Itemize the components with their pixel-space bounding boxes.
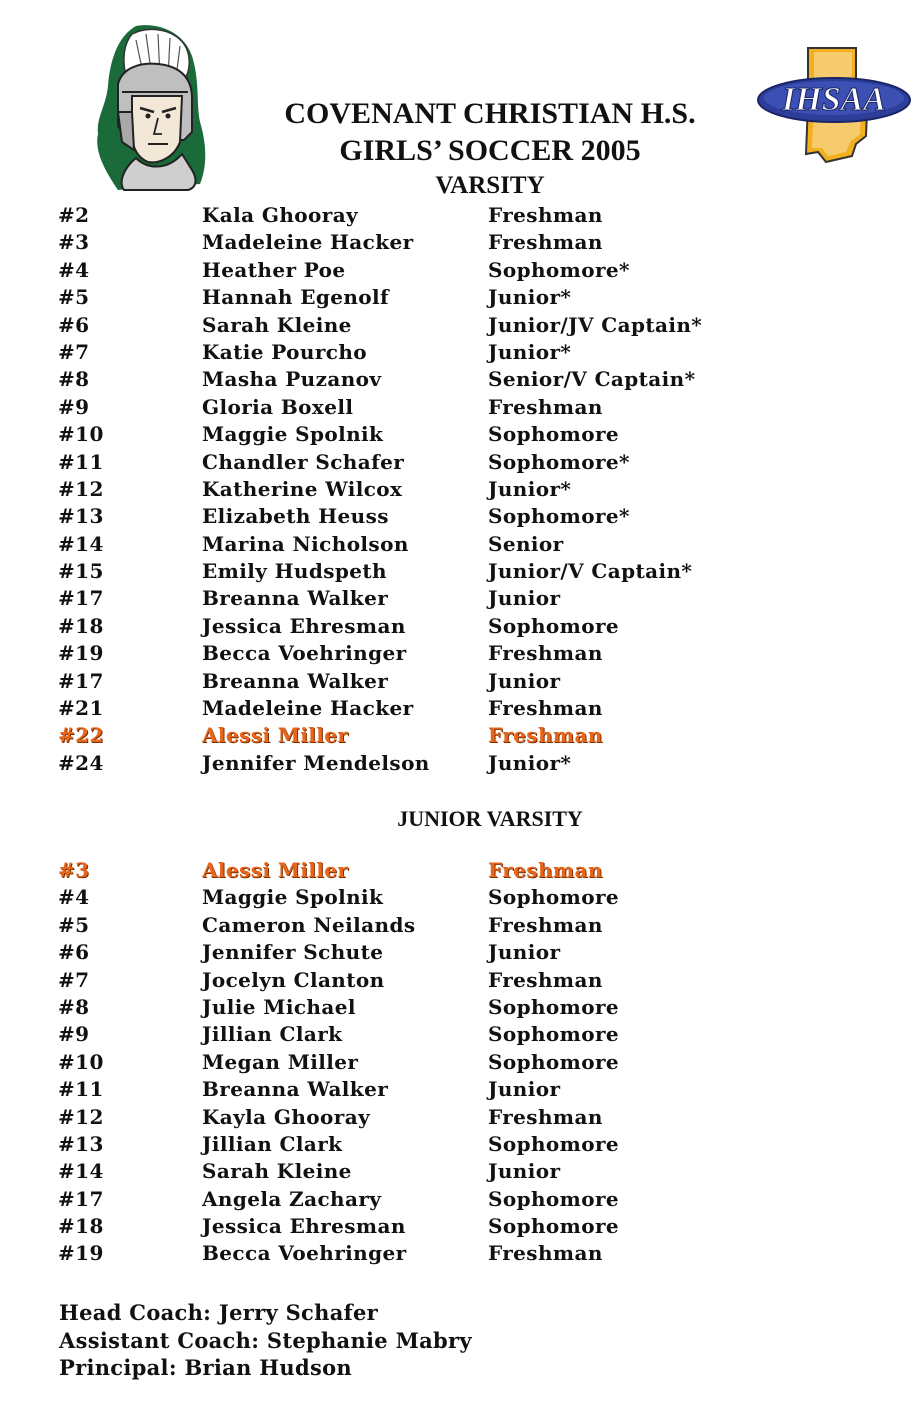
player-number: #12 (58, 1104, 104, 1129)
player-name: Gloria Boxell (202, 394, 354, 419)
player-number: #6 (58, 312, 90, 337)
player-name: Maggie Spolnik (202, 885, 384, 910)
player-name: Becca Voehringer (202, 1241, 407, 1266)
player-name: Angela Zachary (202, 1186, 382, 1211)
player-year: Freshman (488, 967, 603, 992)
player-name: Maggie Spolnik (202, 422, 384, 447)
player-number: #7 (58, 967, 90, 992)
player-name: Sarah Kleine (202, 1159, 352, 1184)
player-year: Junior (488, 586, 561, 611)
player-year: Freshman (488, 1241, 603, 1266)
player-number: #18 (58, 1214, 104, 1239)
player-year: Sophomore (488, 994, 620, 1019)
head-coach: Head Coach: Jerry Schafer (59, 1300, 378, 1325)
player-year: Junior* (488, 285, 572, 310)
roster-row (0, 1158, 921, 1185)
player-number: #6 (58, 940, 90, 965)
roster-row (0, 503, 921, 530)
player-number: #17 (58, 1186, 104, 1211)
player-year: Sophomore (488, 613, 620, 638)
player-name: Madeleine Hacker (202, 696, 414, 721)
player-number: #11 (58, 449, 104, 474)
player-year: Sophomore (488, 1131, 620, 1156)
player-year: Freshman (488, 858, 603, 882)
roster-row (0, 339, 921, 366)
player-year: Freshman (488, 394, 603, 419)
player-number: #19 (58, 641, 104, 666)
player-number: #12 (58, 476, 104, 501)
varsity-heading: VARSITY (435, 172, 545, 199)
roster-row (0, 722, 921, 749)
player-name: Breanna Walker (202, 1077, 389, 1102)
principal: Principal: Brian Hudson (59, 1355, 352, 1380)
player-year: Freshman (488, 1104, 603, 1129)
trojan-mascot-logo (88, 22, 216, 194)
school-title: COVENANT CHRISTIAN H.S. (284, 97, 696, 130)
player-year: Freshman (488, 696, 603, 721)
junior-varsity-roster (0, 857, 921, 1268)
roster-row (0, 939, 921, 966)
player-name: Jessica Ehresman (202, 1214, 406, 1239)
player-name: Emily Hudspeth (202, 559, 387, 584)
player-number: #15 (58, 559, 104, 584)
roster-row (0, 1104, 921, 1131)
svg-text:IHSAA: IHSAA (782, 81, 886, 118)
roster-row (0, 613, 921, 640)
player-number: #19 (58, 1241, 104, 1266)
player-number: #14 (58, 1159, 104, 1184)
player-number: #10 (58, 422, 104, 447)
player-name: Jillian Clark (202, 1022, 343, 1047)
roster-row (0, 585, 921, 612)
roster-row (0, 640, 921, 667)
player-year: Junior* (488, 339, 572, 364)
roster-row (0, 967, 921, 994)
player-name: Heather Poe (202, 257, 346, 282)
roster-row (0, 1240, 921, 1267)
player-year: Junior* (488, 750, 572, 775)
player-number: #8 (58, 367, 90, 392)
roster-row (0, 476, 921, 503)
player-name: Kala Ghooray (202, 203, 359, 227)
roster-row (0, 366, 921, 393)
player-name: Becca Voehringer (202, 641, 407, 666)
player-name: Jennifer Schute (202, 940, 384, 965)
player-number: #22 (58, 723, 104, 748)
player-number: #14 (58, 531, 104, 556)
roster-row (0, 912, 921, 939)
player-name: Jocelyn Clanton (202, 967, 385, 992)
roster-row (0, 449, 921, 476)
player-number: #7 (58, 339, 90, 364)
roster-row (0, 695, 921, 722)
player-name: Jessica Ehresman (202, 613, 406, 638)
player-year: Freshman (488, 203, 603, 227)
roster-row (0, 312, 921, 339)
roster-row (0, 421, 921, 448)
player-name: Jennifer Mendelson (202, 750, 430, 775)
player-year: Junior (488, 1077, 561, 1102)
player-name: Breanna Walker (202, 586, 389, 611)
player-year: Sophomore* (488, 449, 630, 474)
player-name: Julie Michael (202, 994, 356, 1019)
player-year: Junior (488, 1159, 561, 1184)
player-number: #8 (58, 994, 90, 1019)
player-number: #9 (58, 394, 90, 419)
roster-row (0, 994, 921, 1021)
player-name: Kayla Ghooray (202, 1104, 371, 1129)
player-year: Junior* (488, 476, 572, 501)
roster-row (0, 857, 921, 884)
roster-row (0, 257, 921, 284)
player-number: #18 (58, 613, 104, 638)
player-year: Sophomore* (488, 504, 630, 529)
roster-row (0, 229, 921, 256)
roster-row (0, 1186, 921, 1213)
player-year: Junior/V Captain* (488, 559, 693, 584)
roster-row (0, 284, 921, 311)
player-year: Sophomore* (488, 257, 630, 282)
player-number: #5 (58, 912, 90, 937)
roster-row (0, 1076, 921, 1103)
player-year: Sophomore (488, 422, 620, 447)
player-year: Senior/V Captain* (488, 367, 696, 392)
player-name: Chandler Schafer (202, 449, 405, 474)
player-name: Hannah Egenolf (202, 285, 390, 310)
player-year: Junior (488, 668, 561, 693)
player-year: Freshman (488, 723, 603, 748)
player-year: Sophomore (488, 1049, 620, 1074)
player-year: Freshman (488, 230, 603, 255)
player-number: #11 (58, 1077, 104, 1102)
player-name: Katherine Wilcox (202, 476, 403, 501)
player-name: Alessi Miller (202, 723, 349, 748)
roster-row (0, 1131, 921, 1158)
roster-row (0, 531, 921, 558)
player-year: Junior (488, 940, 561, 965)
player-year: Freshman (488, 641, 603, 666)
roster-row (0, 884, 921, 911)
player-year: Freshman (488, 912, 603, 937)
player-year: Sophomore (488, 1186, 620, 1211)
player-number: #3 (58, 858, 90, 882)
player-number: #21 (58, 696, 104, 721)
player-number: #10 (58, 1049, 104, 1074)
player-number: #17 (58, 668, 104, 693)
player-year: Sophomore (488, 885, 620, 910)
player-year: Sophomore (488, 1022, 620, 1047)
roster-row (0, 750, 921, 777)
player-name: Marina Nicholson (202, 531, 409, 556)
player-name: Jillian Clark (202, 1131, 343, 1156)
staff-list (59, 1299, 472, 1382)
player-number: #24 (58, 750, 104, 775)
player-name: Breanna Walker (202, 668, 389, 693)
player-year: Sophomore (488, 1214, 620, 1239)
player-number: #17 (58, 586, 104, 611)
player-name: Alessi Miller (202, 858, 349, 882)
player-name: Megan Miller (202, 1049, 359, 1074)
player-name: Masha Puzanov (202, 367, 382, 392)
varsity-roster (0, 202, 921, 777)
player-year: Junior/JV Captain* (488, 312, 703, 337)
player-number: #2 (58, 203, 90, 227)
team-title: GIRLS’ SOCCER 2005 (339, 134, 641, 167)
player-year: Senior (488, 531, 564, 556)
player-number: #9 (58, 1022, 90, 1047)
player-number: #5 (58, 285, 90, 310)
roster-row (0, 1049, 921, 1076)
player-number: #4 (58, 885, 90, 910)
junior-varsity-heading: JUNIOR VARSITY (397, 806, 583, 831)
player-name: Cameron Neilands (202, 912, 416, 937)
player-name: Katie Pourcho (202, 339, 368, 364)
player-number: #3 (58, 230, 90, 255)
assistant-coach: Assistant Coach: Stephanie Mabry (59, 1327, 472, 1353)
player-name: Madeleine Hacker (202, 230, 414, 255)
roster-row (0, 668, 921, 695)
roster-row (0, 394, 921, 421)
roster-row (0, 1213, 921, 1240)
player-name: Sarah Kleine (202, 312, 352, 337)
roster-row (0, 558, 921, 585)
player-name: Elizabeth Heuss (202, 504, 389, 529)
player-number: #13 (58, 1131, 104, 1156)
roster-row (0, 1021, 921, 1048)
player-number: #4 (58, 257, 90, 282)
player-number: #13 (58, 504, 104, 529)
roster-row (0, 202, 921, 229)
